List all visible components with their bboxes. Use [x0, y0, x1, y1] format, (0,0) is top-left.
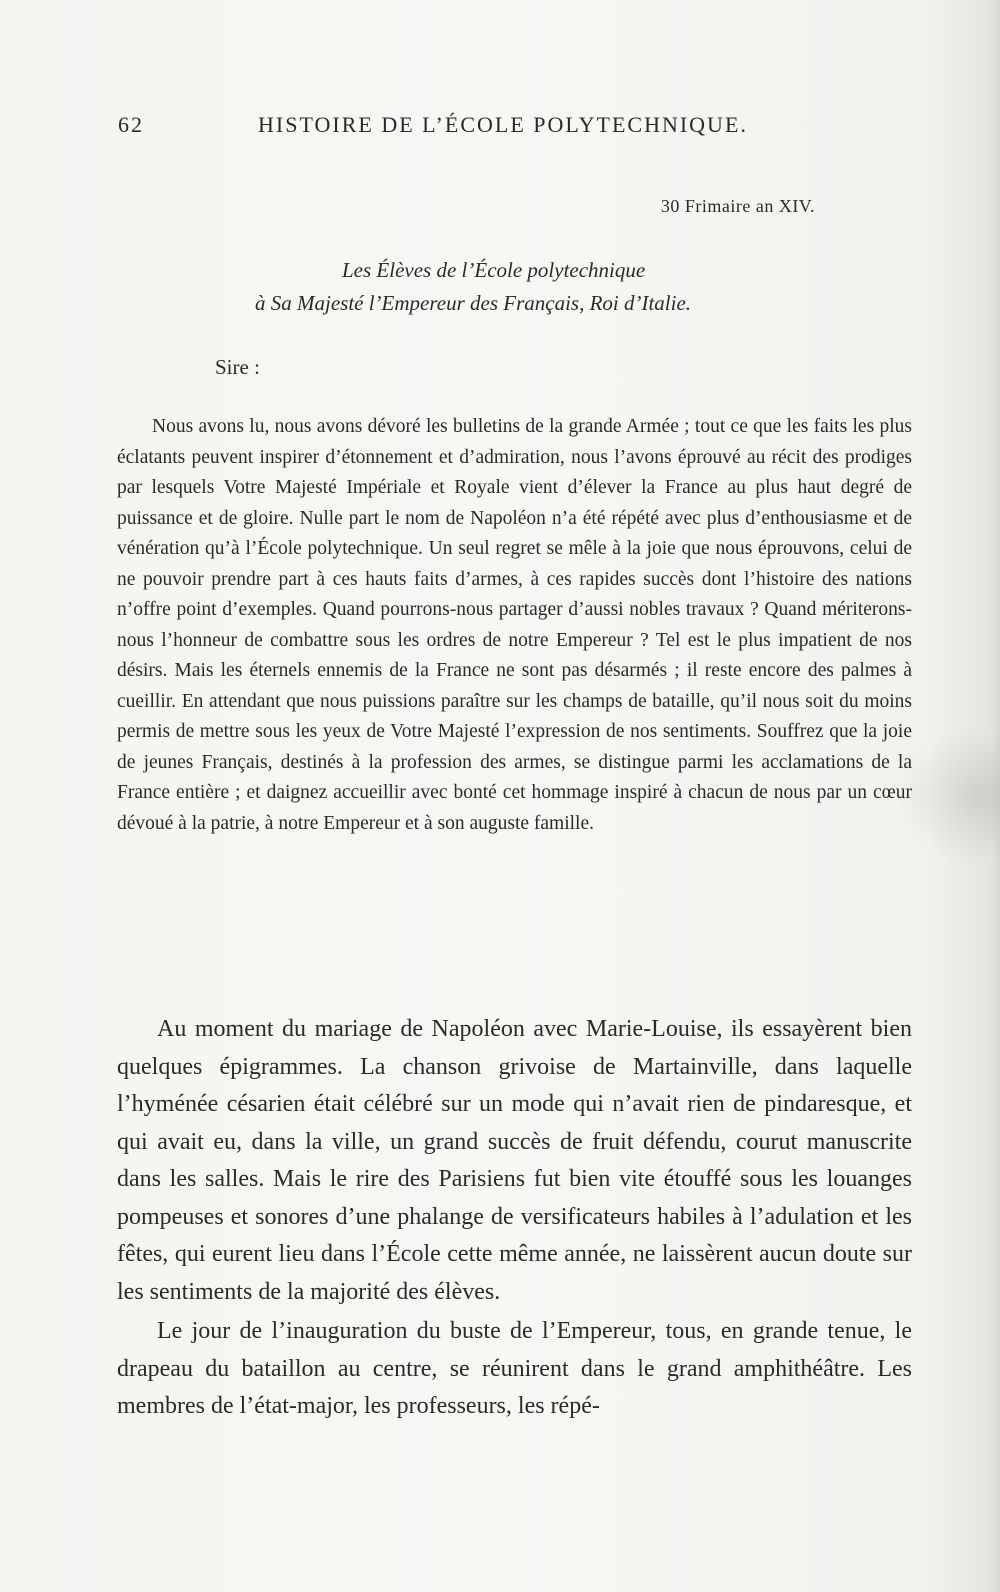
- letter-body: [117, 412, 912, 839]
- letter-salutation: Sire :: [215, 355, 260, 379]
- page-header: [118, 112, 808, 142]
- address-line-1: Les Élèves de l’École polytechnique: [342, 258, 646, 282]
- address-line-2: à Sa Majesté l’Empereur des Français, Roi d’Italie.: [255, 291, 692, 315]
- body-paragraph-1: Au moment du mariage de Napoléon avec Marie-Louise, ils essayèrent bien quelques épigrammes. La chanson grivoise de Martainville, dans laquelle l’hyménée césarien était célébré sur un mode qui n’avait rien de pindaresque, et qui avait eu, dans la ville, un grand succès de fruit défendu, courut manuscrite dans les salles. Mais le rire des Parisiens fut bien vite étouffé sous les louanges pompeuses et sonores d’une phalange de versificateurs habiles à l’adulation et les fêtes, qui eurent lieu dans l’École cette même année, ne laissèrent aucun doute sur les sentiments de la majorité des élèves.: [117, 1016, 912, 1305]
- body-paragraph-2: Le jour de l’inauguration du buste de l’Empereur, tous, en grande tenue, le drapeau du bataillon au centre, se réunirent dans le grand amphithéâtre. Les membres de l’état-major, les professeurs, les répé-: [117, 1318, 912, 1419]
- page-number: 62: [118, 112, 144, 137]
- letter-date: 30 Frimaire an XIV.: [660, 196, 815, 216]
- main-text: [117, 1011, 912, 1426]
- letter-paragraph: Nous avons lu, nous avons dévoré les bulletins de la grande Armée ; tout ce que les faits les plus éclatants peuvent inspirer d’étonnement et d’admiration, nous l’avons éprouvé au récit des prodiges par lesquels Votre Majesté Impériale et Royale vient d’élever la France au plus haut degré de puissance et de gloire. Nulle part le nom de Napoléon n’a été répété avec plus d’enthousiasme et de vénération qu’à l’École polytechnique. Un seul regret se mêle à la joie que nous éprouvons, celui de ne pouvoir prendre part à ces hauts faits d’armes, à ces rapides succès dont l’histoire des nations n’offre point d’exemples. Quand pourrons-nous partager d’aussi nobles travaux ? Quand mériterons-nous l’honneur de combattre sous les ordres de notre Empereur ? Tel est le plus impatient de nos désirs. Mais les éternels ennemis de la France ne sont pas désarmés ; il reste encore des palmes à cueillir. En attendant que nous puissions paraître sur les champs de bataille, qu’il nous soit du moins permis de mettre sous les yeux de Votre Majesté l’expression de nos sentiments. Souffrez que la joie de jeunes Français, destinés à la profession des armes, se distingue parmi les acclamations de la France entière ; et daignez accueillir avec bonté cet hommage inspiré à chacun de nous par un cœur dévoué à la patrie, à notre Empereur et à son auguste famille.: [117, 416, 912, 834]
- running-title: HISTOIRE DE L’ÉCOLE POLYTECHNIQUE.: [258, 112, 748, 137]
